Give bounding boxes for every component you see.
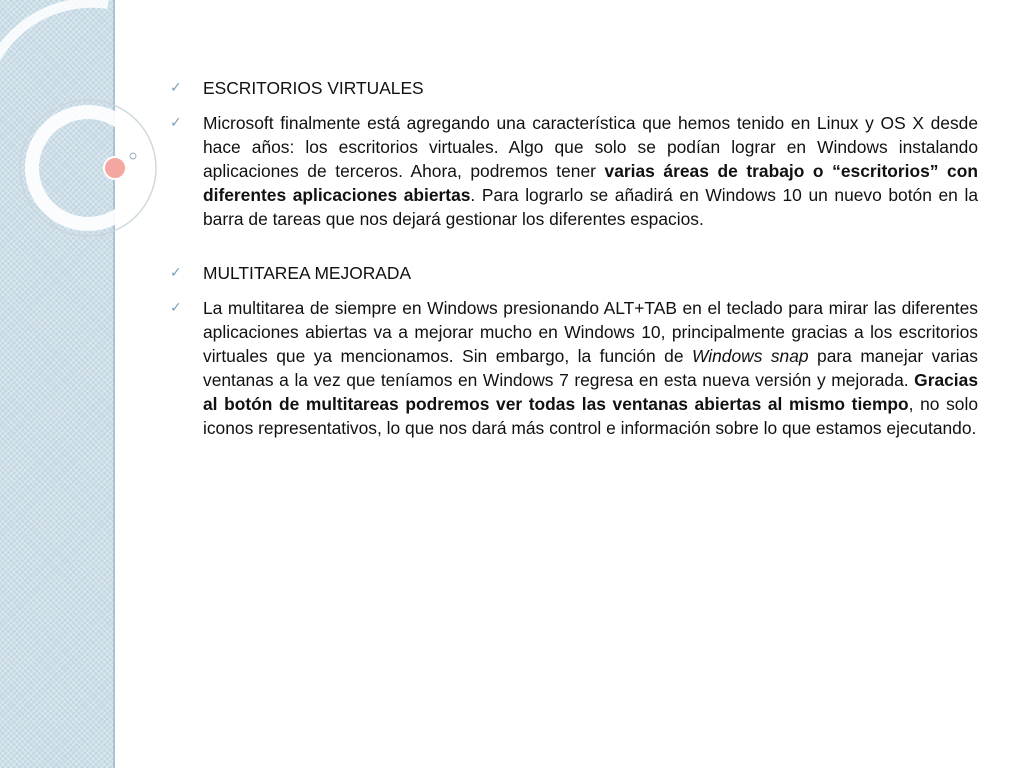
decor-arc-top [0,3,108,70]
bullet-escritorios-description [168,111,978,231]
bullet-text: Microsoft finalmente está agregando una característica que hemos tenido en Linux y OS X desde hace años: los escritorios virtuales. Algo que solo se podían lograr en Windows instalando aplicaciones de terceros. Ahora, podremos tener varias áreas de trabajo o “escritorios” con diferentes aplicaciones abiertas. Para lograrlo se añadirá en Windows 10 un nuevo botón en la barra de tareas que nos dejará gestionar los diferentes espacios. [203,113,978,229]
bullet-text: ESCRITORIOS VIRTUALES [203,78,424,98]
decor-dot [104,157,126,179]
check-icon: ✓ [170,79,182,95]
slide-content [168,76,978,440]
check-icon: ✓ [170,299,182,315]
decor-ring-large [32,112,144,224]
bullet-multitarea-mejorada [168,261,978,285]
decor-ring-outline [20,100,156,236]
bullet-text: La multitarea de siempre en Windows presionando ALT+TAB en el teclado para mirar las diferentes aplicaciones abiertas va a mejorar mucho en Windows 10, principalmente gracias a los escritorios virtuales que ya mencionamos. Sin embargo, la función de Windows snap para manejar varias ventanas a la vez que teníamos en Windows 7 regresa en esta nueva versión y mejorada. Gracias al botón de multitareas podremos ver todas las ventanas abiertas al mismo tiempo, no solo iconos representativos, lo que nos dará más control e información sobre lo que estamos ejecutando. [203,298,979,438]
decorative-circles [0,0,160,260]
check-icon: ✓ [170,264,182,280]
decor-dot-small [130,153,136,159]
bullet-multitarea-description [168,296,978,440]
bullet-text: MULTITAREA MEJORADA [203,263,412,283]
check-icon: ✓ [170,114,182,130]
bullet-escritorios-virtuales [168,76,978,100]
